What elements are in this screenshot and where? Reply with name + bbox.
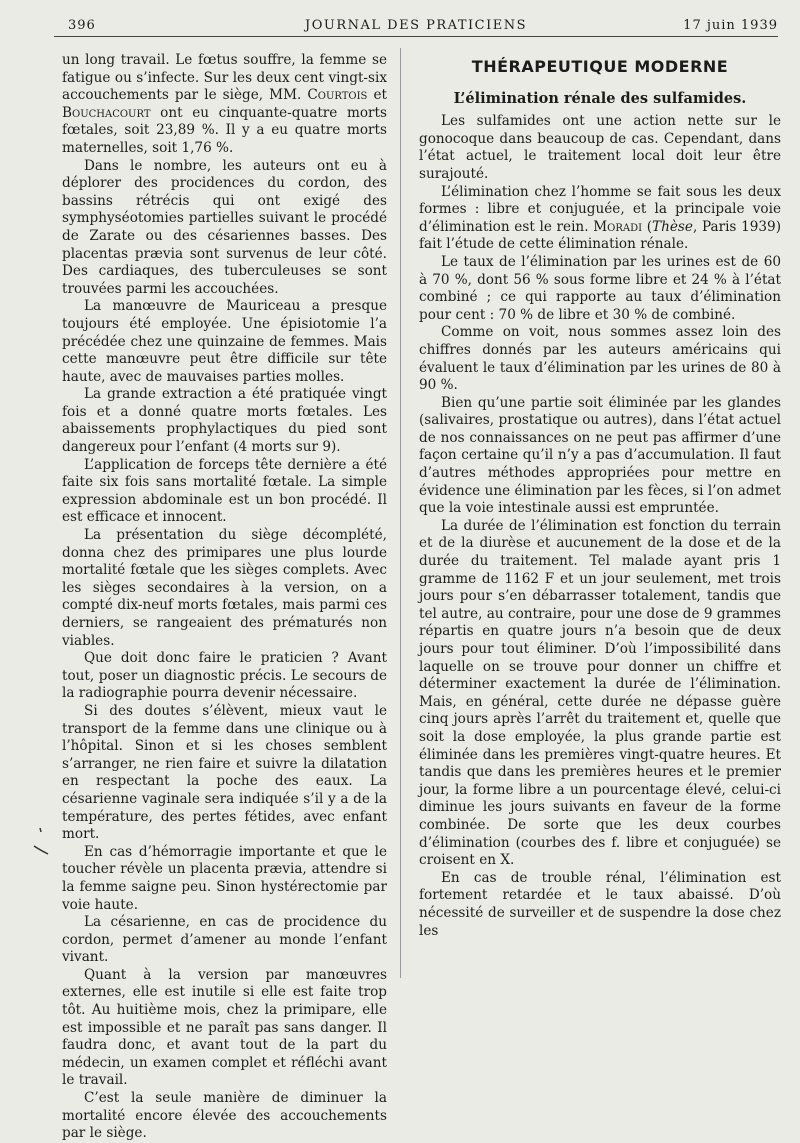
paragraph: C’est la seule manière de diminuer la mortalité encore élevée des accouchements par le siège.: [62, 1090, 387, 1142]
author-name: Bouchacourt: [62, 104, 151, 121]
paragraph: En cas de trouble rénal, l’élimination est fortement retardée et le taux abaissé. D’où nécessité de surveiller et de suspendre la dose chez les: [419, 869, 781, 939]
margin-ink-mark: [32, 826, 50, 856]
paragraph: La présentation du siège décomplété, donna chez des primipares une plus lourde mortalité fœtale que les sièges complets. Avec les sièges secondaires à la version, on a compté dix-neuf morts fœtales, mais parmi ces derniers, se rangeaient des prématurés non viables.: [62, 527, 387, 649]
issue-date: 17 juin 1939: [683, 18, 778, 33]
paragraph: La manœuvre de Mauriceau a presque toujours été employée. Une épisiotomie l’a précédée chez une quinzaine de femmes. Mais cette manœuvre peut être difficile sur tête haute, avec de mauvaises parties molles.: [62, 298, 387, 385]
paragraph: La grande extraction a été pratiquée vingt fois et a donné quatre morts fœtales. Les abaissements prophylactiques du pied sont dangereux pour l’enfant (4 morts sur 9).: [62, 386, 387, 456]
paragraph: Bien qu’une partie soit éliminée par les glandes (salivaires, prostatique ou autres), dans l’état actuel de nos connaissances on ne peut pas affirmer d’une façon certaine qu’il n’y a pas d’accumulation. Il faut d’autres méthodes appropriées pour mettre en évidence une élimination par les fèces, si l’on admet que la voie intestinale aussi est empruntée.: [419, 394, 781, 517]
paragraph: L’application de forceps tête dernière a été faite six fois sans mortalité fœtale. La simple expression abdominale est un bon procédé. Il est efficace et innocent.: [62, 456, 387, 526]
page-number: 396: [68, 18, 96, 33]
right-column: [419, 52, 781, 940]
section-title: THÉRAPEUTIQUE MODERNE: [471, 57, 729, 76]
paragraph: La durée de l’élimination est fonction du terrain et de la diurèse et aucunement de la dose et de la durée du traitement. Tel malade ayant pris 1 gramme de 1162 F et un jour seulement, met trois jours pour s’en débarrasser totalement, tandis que tel autre, au contraire, pour une dose de 9 grammes répartis en quatre jours n’a besoin que de deux jours pour tout éliminer. D’où l’impossibilité dans laquelle on se trouve pour donner un chiffre et déterminer exactement la durée de l’élimination. Mais, en général, cette durée ne dépasse guère cinq jours après l’arrêt du traitement et, quelle que soit la dose employée, la plus grande partie est éliminée dans les premières vingt-quatre heures. Et tandis que dans les premières heures et le premier jour, la forme libre a un pourcentage élevé, celui-ci diminue les jours suivants en faveur de la forme combinée. De sorte que les deux courbes d’élimination (courbes des f. libre et conjuguée) se croisent en X.: [419, 517, 781, 869]
paragraph: Quant à la version par manœuvres externes, elle est inutile si elle est faite trop tôt. Au huitième mois, chez la primipare, elle est impossible et ne paraît pas sans danger. Il faudra donc, et avant tout de la part du médecin, un examen complet et réfléchi avant le travail.: [62, 966, 387, 1089]
paragraph: La césarienne, en cas de procidence du cordon, permet d’amener au monde l’enfant vivant.: [62, 914, 387, 966]
paragraph: Si des doutes s’élèvent, mieux vaut le transport de la femme dans une clinique ou à l’hôpital. Sinon et si les choses semblent s’arranger, ne rien faire et suivre la dilatation en respectant la poche des eaux. La césarienne vaginale sera indiquée s’il y a de la température, des pertes fétides, avec enfant mort.: [62, 702, 387, 843]
paragraph: L’élimination chez l’homme se fait sous les deux formes : libre et conjuguée, et la principale voie d’élimination est le rein. Moradi (Thèse, Paris 1939) fait l’étude de cette élimination rénale.: [419, 183, 781, 253]
paragraph: Dans le nombre, les auteurs ont eu à déplorer des procidences du cordon, des bassins rétrécis qui ont exigé des symphyséotomies partielles suivant le procédé de Zarate ou des césariennes basses. Des placentas prævia sont survenus de leur côté. Des cardiaques, des tuberculeuses se sont trouvées parmi les accouchées.: [62, 157, 387, 297]
paragraph: Le taux de l’élimination par les urines est de 60 à 70 %, dont 56 % sous forme libre et 24 % à l’état combiné ; ce qui rapporte au taux d’élimination pour cent : 70 % de libre et 30 % de combiné.: [419, 253, 781, 323]
column-divider: [400, 48, 401, 978]
article-title: L’élimination rénale des sulfamides.: [453, 89, 747, 107]
author-name: Courtois: [307, 87, 368, 104]
journal-title: JOURNAL DES PRATICIENS: [305, 18, 527, 33]
paragraph: Comme on voit, nous sommes assez loin des chiffres donnés par les auteurs américains qui évaluent le taux d’élimination par les urines de 80 à 90 %.: [419, 324, 781, 394]
paragraph: Que doit donc faire le praticien ? Avant tout, poser un diagnostic précis. Le secours de la radiographie pourra devenir nécessaire.: [62, 650, 387, 702]
paragraph: un long travail. Le fœtus souffre, la femme se fatigue ou s’infecte. Sur les deux cent vingt-six accouchements par le siège, MM. Courtois et Bouchacourt ont eu cinquante-quatre morts fœtales, soit 23,89 %. Il y a eu quatre morts maternelles, soit 1,76 %.: [62, 52, 387, 156]
left-column: [62, 52, 387, 1143]
running-header: [54, 14, 778, 37]
author-name: Moradi: [593, 218, 643, 235]
paragraph: En cas d’hémorragie importante et que le toucher révèle un placenta prævia, attendre si la femme saigne peu. Sinon hystérectomie par voie haute.: [62, 843, 387, 913]
paragraph: Les sulfamides ont une action nette sur le gonocoque dans beaucoup de cas. Cependant, dans l’état actuel, le traitement local doit leur être surajouté.: [419, 113, 781, 182]
